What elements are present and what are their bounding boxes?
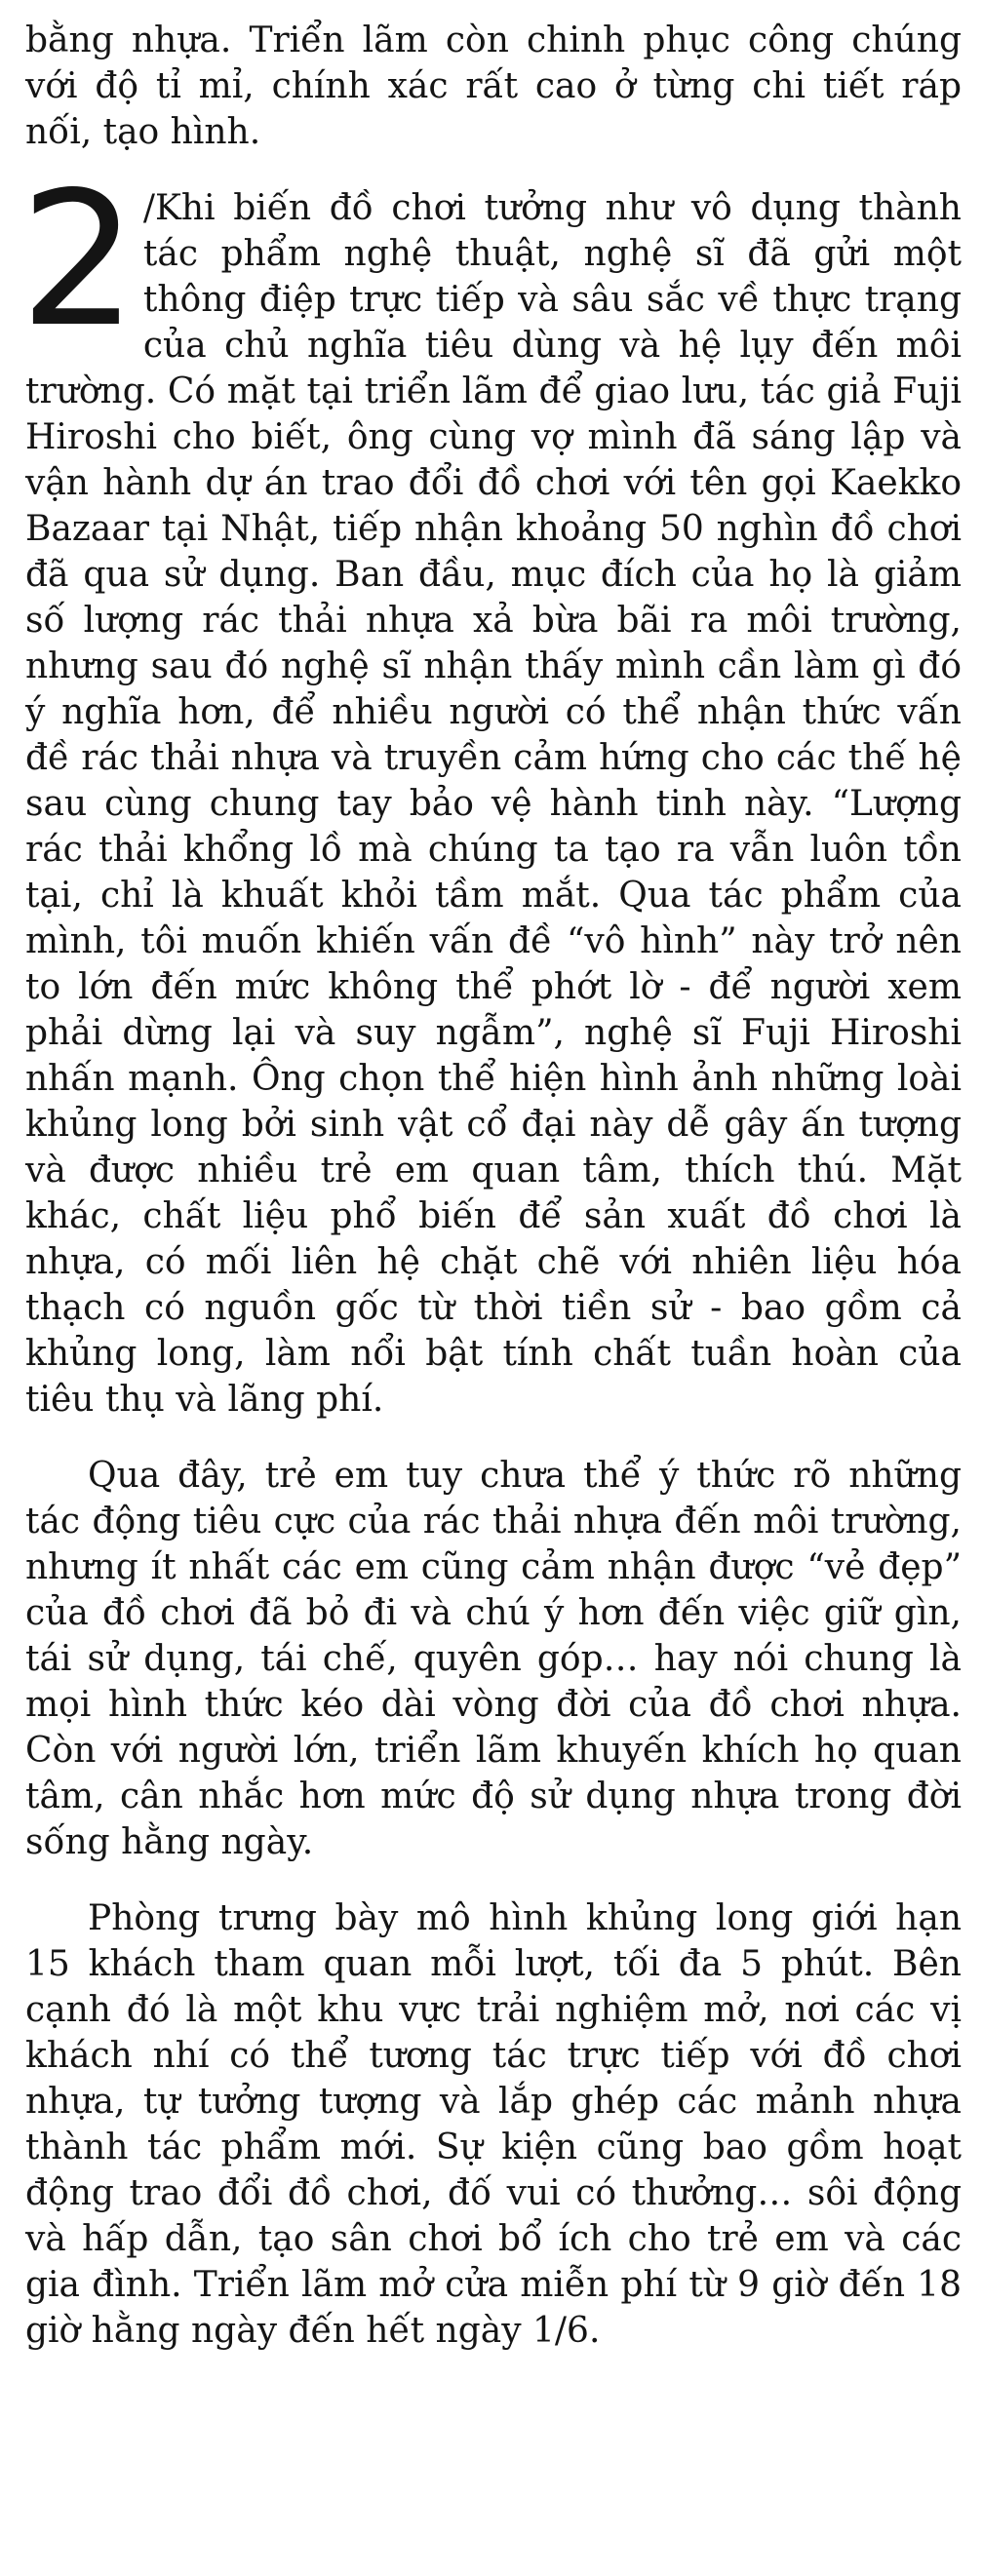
- paragraph-continuation: bằng nhựa. Triển lãm còn chinh phục công chúng với độ tỉ mỉ, chính xác rất cao ở từng chi tiết ráp nối, tạo hình.: [25, 20, 962, 152]
- paragraph-dropcap: [20, 152, 962, 1423]
- paragraph-children-impact: Qua đây, trẻ em tuy chưa thể ý thức rõ những tác động tiêu cực của rác thải nhựa đến môi trường, nhưng ít nhất các em cũng cảm nhận được “vẻ đẹp” của đồ chơi đã bỏ đi và chú ý hơn đến việc giữ gìn, tái sử dụng, tái chế, quyên góp… hay nói chung là mọi hình thức kéo dài vòng đời của đồ chơi nhựa. Còn với người lớn, triển lãm khuyến khích họ quan tâm, cân nhắc hơn mức độ sử dụng nhựa trong đời sống hằng ngày.: [25, 1456, 962, 1862]
- paragraph-dropcap-text: /Khi biến đồ chơi tưởng như vô dụng thành tác phẩm nghệ thuật, nghệ sĩ đã gửi một thông điệp trực tiếp và sâu sắc về thực trạng của chủ nghĩa tiêu dùng và hệ lụy đến môi trường. Có mặt tại triển lãm để giao lưu, tác giả Fuji Hiroshi cho biết, ông cùng vợ mình đã sáng lập và vận hành dự án trao đổi đồ chơi với tên gọi Kaekko Bazaar tại Nhật, tiếp nhận khoảng 50 nghìn đồ chơi đã qua sử dụng. Ban đầu, mục đích của họ là giảm số lượng rác thải nhựa xả bừa bãi ra môi trường, nhưng sau đó nghệ sĩ nhận thấy mình cần làm gì đó ý nghĩa hơn, để nhiều người có thể nhận thức vấn đề rác thải nhựa và truyền cảm hứng cho các thế hệ sau cùng chung tay bảo vệ hành tinh này. “Lượng rác thải khổng lồ mà chúng ta tạo ra vẫn luôn tồn tại, chỉ là khuất khỏi tầm mắt. Qua tác phẩm của mình, tôi muốn khiến vấn đề “vô hình” này trở nên to lớn đến mức không thể phớt lờ - để người xem phải dừng lại và suy ngẫm”, nghệ sĩ Fuji Hiroshi nhấn mạnh. Ông chọn thể hiện hình ảnh những loài khủng long bởi sinh vật cổ đại này dễ gây ấn tượng và được nhiều trẻ em quan tâm, thích thú. Mặt khác, chất liệu phổ biến để sản xuất đồ chơi là nhựa, có mối liên hệ chặt chẽ với nhiên liệu hóa thạch có nguồn gốc từ thời tiền sử - bao gồm cả khủng long, làm nổi bật tính chất tuần hoàn của tiêu thụ và lãng phí.: [25, 188, 962, 1420]
- paragraph-exhibition-info: Phòng trưng bày mô hình khủng long giới hạn 15 khách tham quan mỗi lượt, tối đa 5 phút. Bên cạnh đó là một khu vực trải nghiệm mở, nơi các vị khách nhí có thể tương tác trực tiếp với đồ chơi nhựa, tự tưởng tượng và lắp ghép các mảnh nhựa thành tác phẩm mới. Sự kiện cũng bao gồm hoạt động trao đổi đồ chơi, đố vui có thưởng… sôi động và hấp dẫn, tạo sân chơi bổ ích cho trẻ em và các gia đình. Triển lãm mở cửa miễn phí từ 9 giờ đến 18 giờ hằng ngày đến hết ngày 1/6.: [25, 1898, 962, 2351]
- drop-cap-numeral: 2: [20, 152, 138, 368]
